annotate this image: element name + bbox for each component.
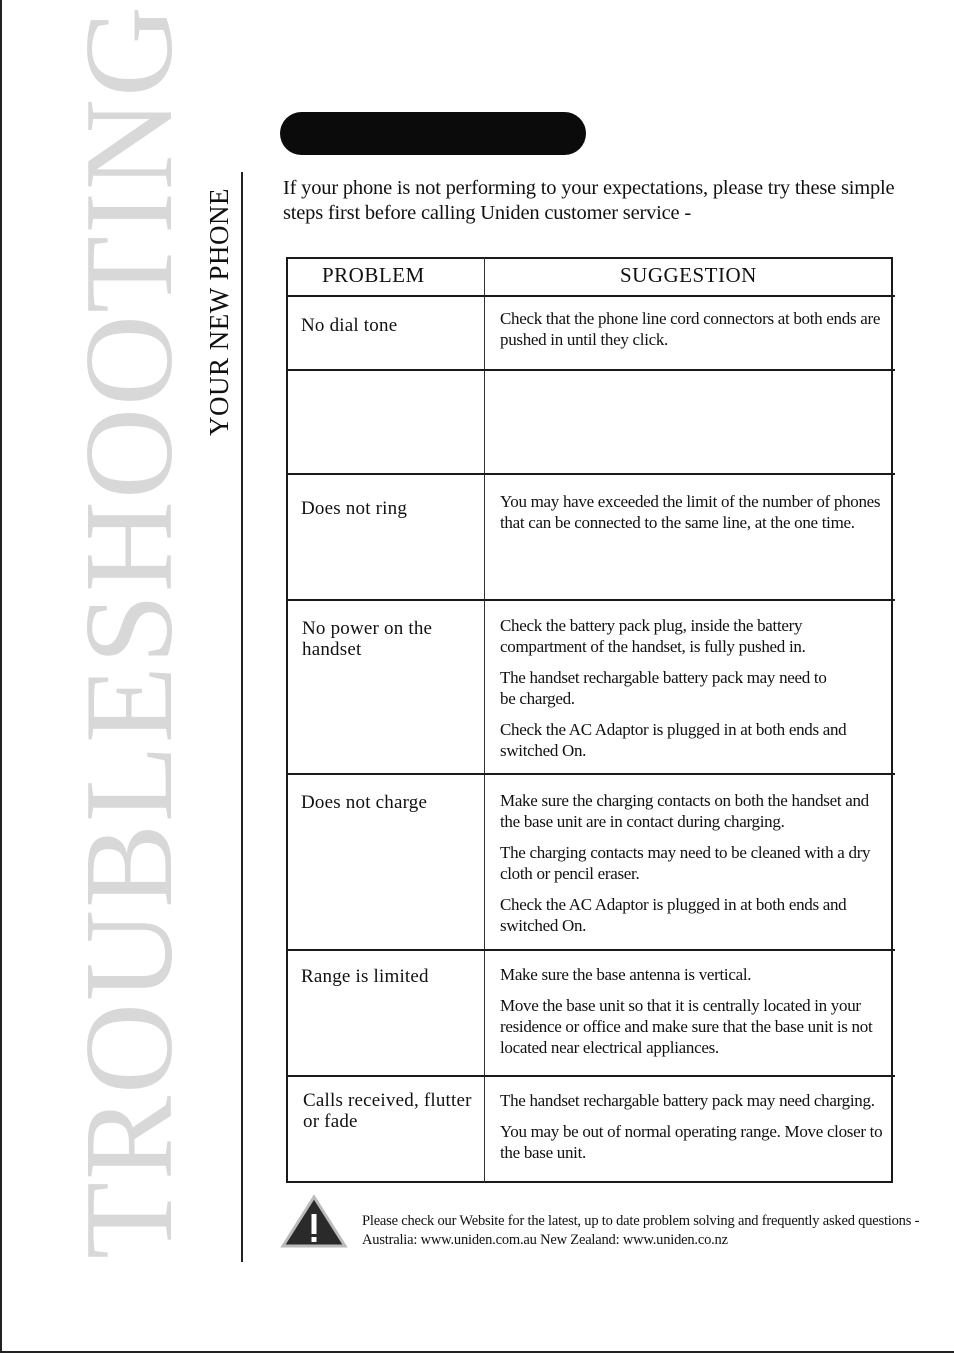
website-note: Please check our Website for the latest, up to date problem solving and frequently asked questions - Australia: www.uniden.com.au New Zealand: www.uniden.co.nz: [362, 1213, 920, 1248]
column-divider: [484, 257, 485, 1183]
row-rule: [286, 773, 895, 775]
suggestion-text: Move the base unit so that it is centrally located in your residence or office and make sure that the base unit is not located near electrical appliances.: [500, 996, 873, 1057]
problem-cell: Calls received, flutter or fade: [303, 1090, 472, 1132]
problem-cell: No dial tone: [301, 315, 398, 336]
suggestion-text: Check the AC Adaptor is plugged in at both ends and switched On.: [500, 720, 847, 760]
suggestion-text: Check the AC Adaptor is plugged in at both ends and switched On.: [500, 895, 847, 935]
problem-cell: Range is limited: [301, 966, 429, 987]
suggestion-text: Make sure the charging contacts on both the handset and the base unit are in contact during charging.: [500, 791, 869, 831]
row-rule: [286, 473, 895, 475]
problem-cell: Does not ring: [301, 498, 408, 519]
column-header-suggestion: SUGGESTION: [620, 263, 757, 287]
header-rule: [286, 295, 895, 297]
suggestion-text: You may have exceeded the limit of the number of phones that can be connected to the same line, at the one time.: [500, 492, 881, 532]
row-rule: [286, 599, 895, 601]
problem-cell: No power on the handset: [302, 618, 433, 660]
row-rule: [286, 949, 895, 951]
column-header-problem: PROBLEM: [322, 263, 425, 287]
suggestion-cell: [500, 615, 847, 771]
intro-text: If your phone is not performing to your expectations, please try these simple steps first before calling Uniden customer service -: [283, 177, 895, 224]
suggestion-text: Make sure the base antenna is vertical.: [500, 965, 752, 984]
sidebar-divider: [241, 172, 243, 1262]
section-subtitle-vertical: YOUR NEW PHONE: [204, 188, 234, 436]
suggestion-text: You may be out of normal operating range. Move closer to the base unit.: [500, 1122, 883, 1162]
suggestion-cell: [500, 1090, 892, 1173]
suggestion-cell: [500, 308, 892, 360]
header-bar: [280, 112, 586, 155]
row-rule: [286, 1075, 895, 1077]
warning-triangle-icon: [279, 1192, 349, 1250]
section-title-vertical: TROUBLESHOOTING: [60, 4, 199, 1259]
suggestion-text: The charging contacts may need to be cleaned with a dry cloth or pencil eraser.: [500, 843, 871, 883]
suggestion-text: Check that the phone line cord connectors at both ends are pushed in until they click.: [500, 309, 881, 349]
suggestion-text: The handset rechargable battery pack may need charging.: [500, 1091, 875, 1110]
suggestion-cell: [500, 964, 892, 1068]
problem-cell: Does not charge: [301, 792, 428, 813]
suggestion-cell: [500, 790, 892, 946]
suggestion-text: Check the battery pack plug, inside the battery compartment of the handset, is fully pushed in.: [500, 616, 806, 656]
suggestion-cell: [500, 491, 892, 543]
suggestion-text: The handset rechargable battery pack may need to be charged.: [500, 668, 827, 708]
row-rule: [286, 369, 895, 371]
